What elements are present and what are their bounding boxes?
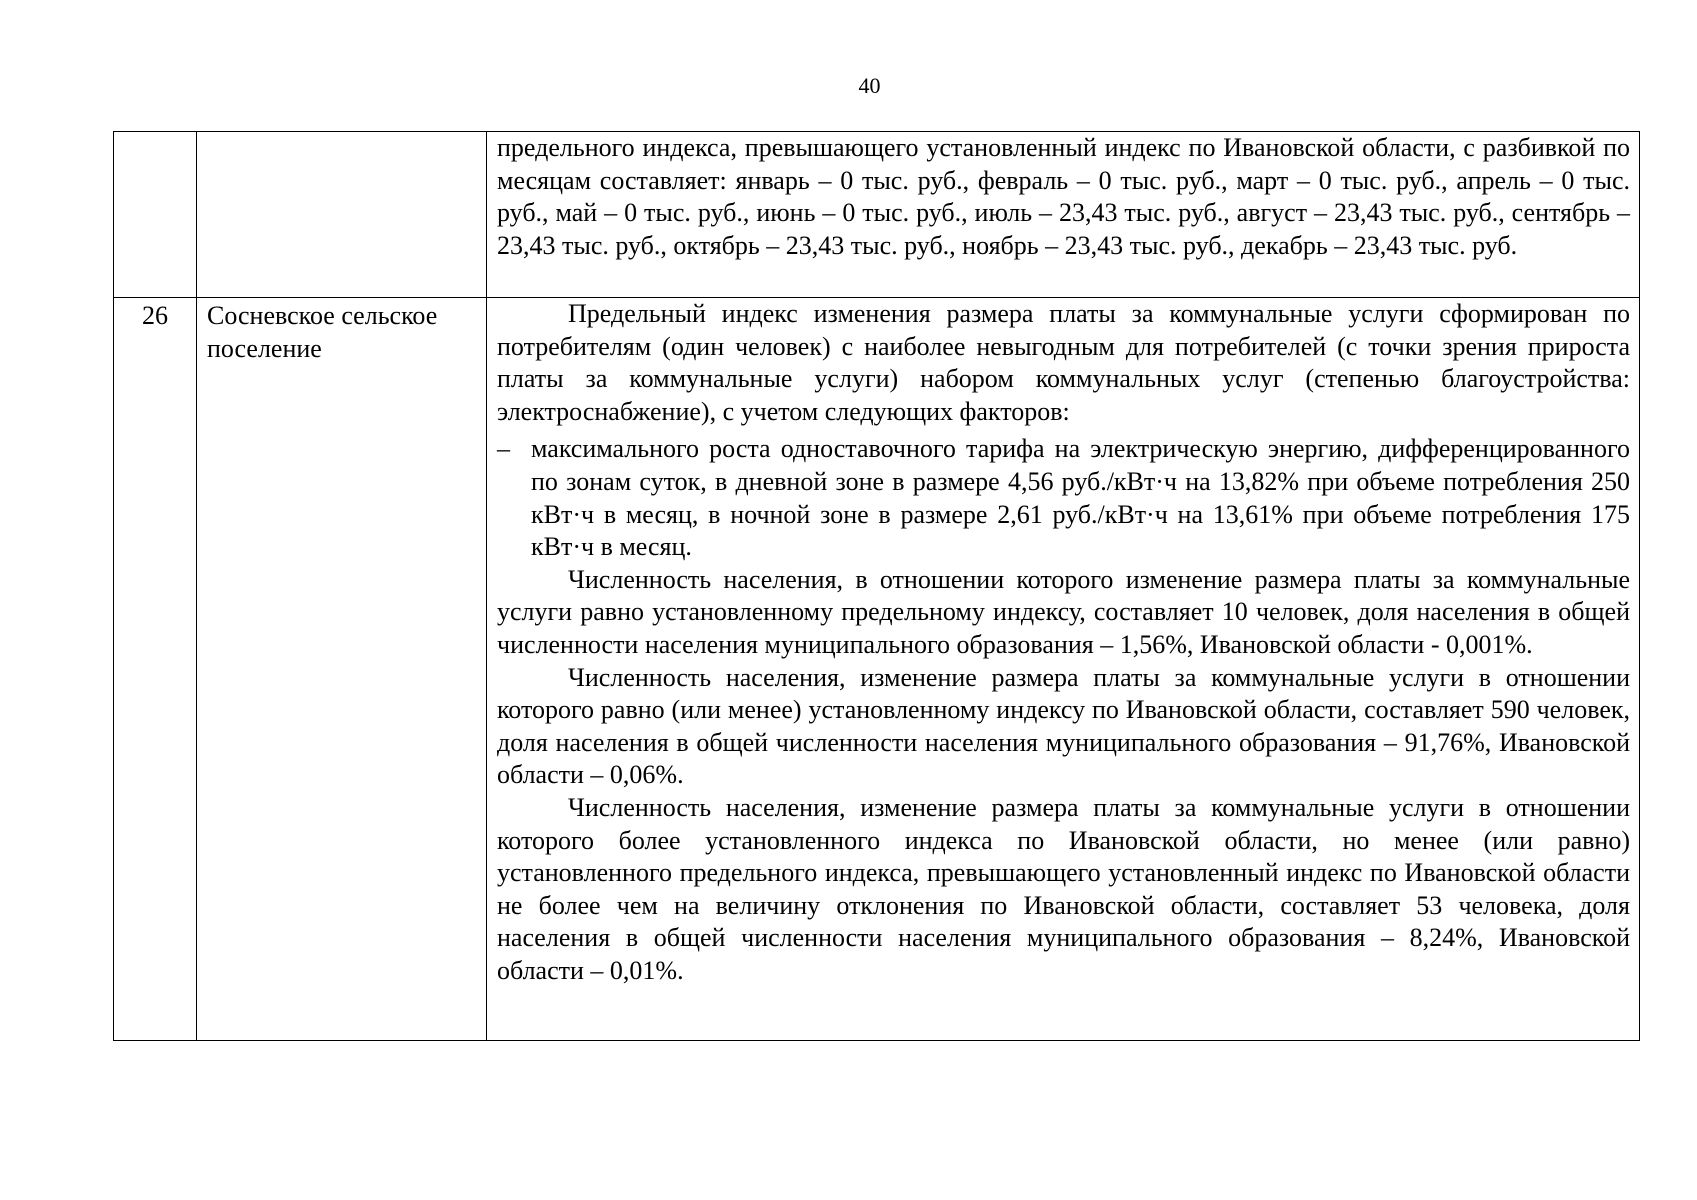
document-table <box>113 131 1640 1041</box>
row-number-cell: 26 <box>114 298 197 1041</box>
municipality-name-cell <box>197 132 487 298</box>
row-number-cell <box>114 132 197 298</box>
page-number: 40 <box>858 73 881 98</box>
description-cell <box>487 132 1640 298</box>
table-row <box>114 132 1640 298</box>
population-paragraph-2: Численность населения, изменение размера платы за коммунальные услуги в отношении которого равно (или менее) установленному индексу по Ивановской области, составляет 590 человек, доля населения в общей численности населения муниципального образования – 91,76%, Ивановской области – 0,06%. <box>497 662 1630 790</box>
population-paragraph-1: Численность населения, в отношении которого изменение размера платы за коммунальные услуги равно установленному предельному индексу, составляет 10 человек, доля населения в общей численности населения муниципального образования – 1,56%, Ивановской области - 0,001%. <box>497 564 1630 659</box>
population-paragraph-3: Численность населения, изменение размера платы за коммунальные услуги в отношении которого более установленного индекса по Ивановской области, но менее (или равно) установленного предельного индекса, превышающего установленный индекс по Ивановской области не более чем на величину отклонения по Ивановской области, составляет 53 человека, доля населения в общей численности населения муниципального образования – 8,24%, Ивановской области – 0,01%. <box>497 792 1630 985</box>
factor-text: максимального роста одноставочного тарифа на электрическую энергию, дифференцированного по зонам суток, в дневной зоне в размере 4,56 руб./кВт·ч на 13,82% при объеме потребления 250 кВт·ч в месяц, в ночной зоне в размере 2,61 руб./кВт·ч на 13,61% при объеме потребления 175 кВт·ч в месяц. <box>531 434 1630 562</box>
description-cell <box>487 298 1640 1041</box>
factor-list-item <box>497 433 1630 563</box>
municipality-name-cell: Сосневское сельское поселение <box>197 298 487 1041</box>
list-dash: – <box>497 434 510 464</box>
intro-paragraph: Предельный индекс изменения размера платы за коммунальные услуги сформирован по потребителям (один человек) с наиболее невыгодным для потребителей (с точки зрения прироста платы за коммунальные услуги) набором коммунальных услуг (степенью благоустройства: электроснабжение), с учетом следующих факторов: <box>497 299 1630 426</box>
table-row <box>114 298 1640 1041</box>
continuation-paragraph: предельного индекса, превышающего установленный индекс по Ивановской области, с разбивкой по месяцам составляет: январь – 0 тыс. руб., февраль – 0 тыс. руб., март – 0 тыс. руб., апрель – 0 тыс. руб., май – 0 тыс. руб., июнь – 0 тыс. руб., июль – 23,43 тыс. руб., август – 23,43 тыс. руб., сентябрь – 23,43 тыс. руб., октябрь – 23,43 тыс. руб., ноябрь – 23,43 тыс. руб., декабрь – 23,43 тыс. руб. <box>497 133 1630 260</box>
